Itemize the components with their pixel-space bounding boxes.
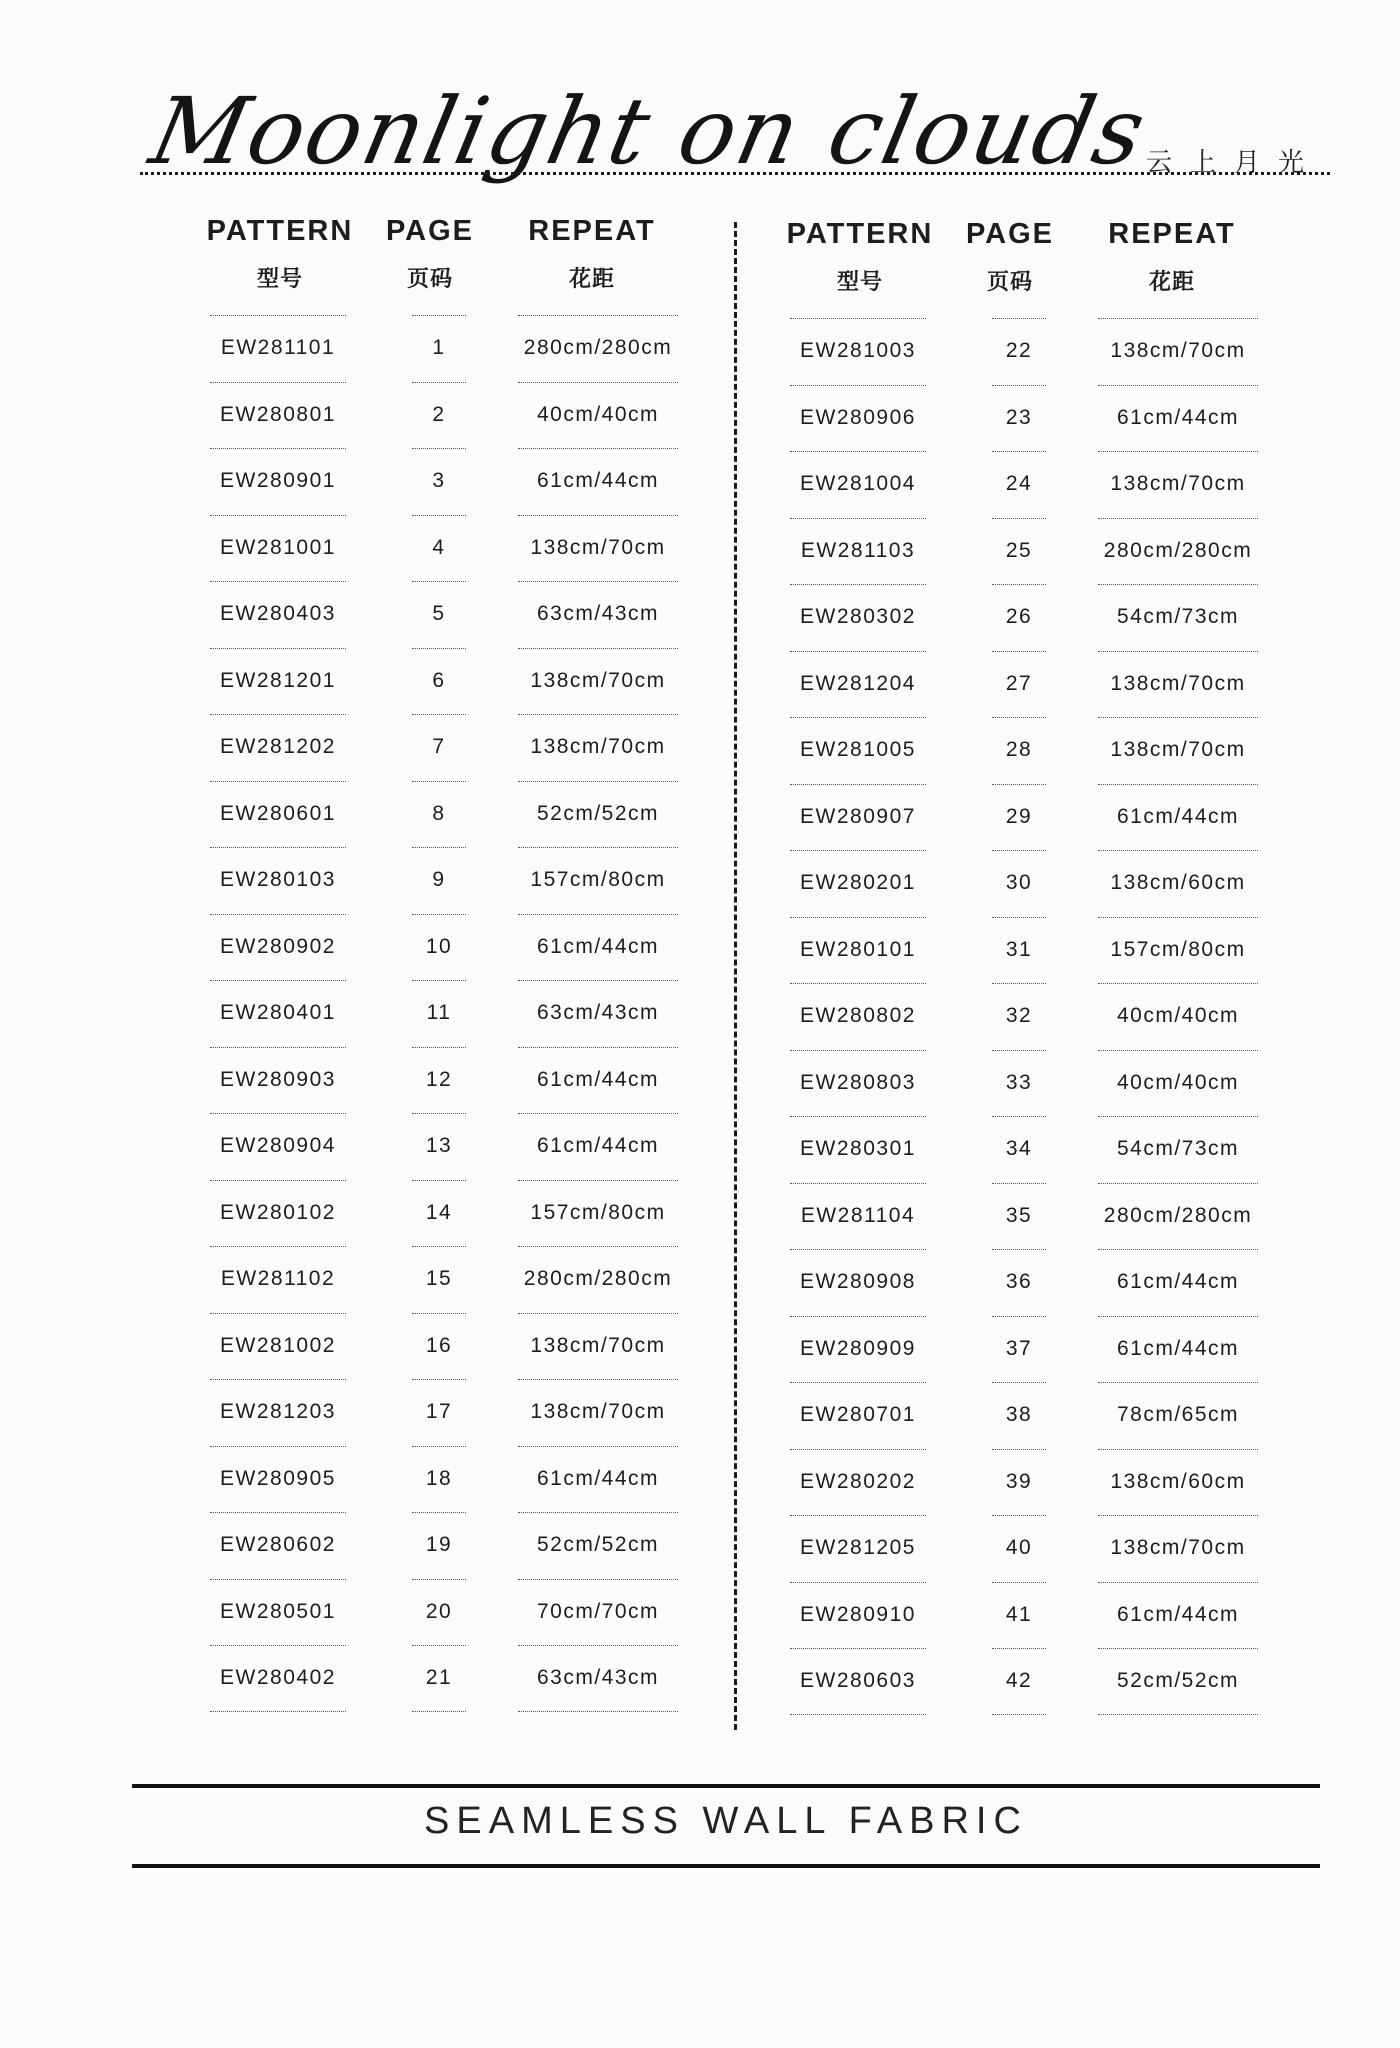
page-cell: 3 [412,448,466,515]
table-row [190,1113,730,1180]
table-row [770,1515,1310,1582]
pattern-cell: EW280202 [790,1449,926,1516]
repeat-cell: 61cm/44cm [518,1047,678,1114]
pattern-cell: EW280103 [210,847,346,914]
page-cell: 38 [992,1382,1046,1449]
header-page [960,218,1060,296]
footer-rule-top [132,1784,1320,1788]
pattern-cell: EW280904 [210,1113,346,1180]
page-cell: 5 [412,581,466,648]
table-row [770,1050,1310,1117]
page-cell: 26 [992,584,1046,651]
pattern-cell: EW281204 [790,651,926,718]
page-cell: 8 [412,781,466,848]
repeat-cell: 138cm/70cm [518,515,678,582]
repeat-cell: 63cm/43cm [518,1645,678,1712]
pattern-cell: EW280603 [790,1648,926,1715]
page-cell: 16 [412,1313,466,1380]
table-row [190,781,730,848]
table-row [190,648,730,715]
page-cell: 40 [992,1515,1046,1582]
pattern-cell: EW280401 [210,980,346,1047]
table-row [190,1579,730,1646]
page-cell: 19 [412,1512,466,1579]
repeat-cell: 138cm/60cm [1098,1449,1258,1516]
header-repeat [502,215,682,293]
page-cell: 39 [992,1449,1046,1516]
page-cell: 30 [992,850,1046,917]
table-row [190,980,730,1047]
pattern-cell: EW280602 [210,1512,346,1579]
repeat-cell: 280cm/280cm [518,315,678,382]
page-cell: 13 [412,1113,466,1180]
table-row [190,1446,730,1513]
header-repeat-cn: 花距 [568,266,615,291]
table-row [190,581,730,648]
header-pattern [190,215,370,293]
title-dotted-rule [140,172,1330,175]
page-cell: 20 [412,1579,466,1646]
pattern-cell: EW280908 [790,1249,926,1316]
header-repeat-cn: 花距 [1148,269,1195,294]
repeat-cell: 63cm/43cm [518,980,678,1047]
repeat-cell: 157cm/80cm [518,1180,678,1247]
repeat-cell: 138cm/70cm [1098,1515,1258,1582]
pattern-cell: EW280907 [790,784,926,851]
page-cell: 34 [992,1116,1046,1183]
page-cell: 18 [412,1446,466,1513]
repeat-cell: 138cm/70cm [518,1313,678,1380]
page-cell: 42 [992,1648,1046,1715]
header-page-cn: 页码 [986,269,1033,294]
header-pattern-cn: 型号 [836,269,883,294]
page-cell: 31 [992,917,1046,984]
table-row [770,584,1310,651]
table-row [770,651,1310,718]
repeat-cell: 54cm/73cm [1098,1116,1258,1183]
table-row [770,385,1310,452]
pattern-cell: EW280910 [790,1582,926,1649]
page-cell: 23 [992,385,1046,452]
pattern-cell: EW281004 [790,451,926,518]
repeat-cell: 40cm/40cm [518,382,678,449]
repeat-cell: 138cm/70cm [1098,651,1258,718]
pattern-cell: EW281005 [790,717,926,784]
repeat-cell: 61cm/44cm [1098,784,1258,851]
table-row [770,1116,1310,1183]
repeat-cell: 138cm/70cm [1098,717,1258,784]
header-page-en: PAGE [965,218,1055,250]
page-cell: 21 [412,1645,466,1712]
page-cell: 15 [412,1246,466,1313]
page-cell: 9 [412,847,466,914]
repeat-cell: 61cm/44cm [518,914,678,981]
header-repeat-en: REPEAT [528,215,656,247]
pattern-cell: EW280901 [210,448,346,515]
table-row [770,1449,1310,1516]
repeat-cell: 78cm/65cm [1098,1382,1258,1449]
page-cell: 4 [412,515,466,582]
repeat-cell: 138cm/70cm [1098,451,1258,518]
table-row [770,1382,1310,1449]
pattern-cell: EW280801 [210,382,346,449]
table-row [770,850,1310,917]
pattern-cell: EW280601 [210,781,346,848]
repeat-cell: 157cm/80cm [518,847,678,914]
page-cell: 35 [992,1183,1046,1250]
repeat-cell: 280cm/280cm [1098,1183,1258,1250]
header-pattern-en: PATTERN [786,218,934,250]
table-row [770,451,1310,518]
pattern-cell: EW281001 [210,515,346,582]
page-cell: 12 [412,1047,466,1114]
repeat-cell: 157cm/80cm [1098,917,1258,984]
repeat-cell: 52cm/52cm [518,1512,678,1579]
table-row [770,1582,1310,1649]
repeat-cell: 138cm/70cm [518,1379,678,1446]
repeat-cell: 40cm/40cm [1098,1050,1258,1117]
header-page [380,215,480,293]
table-row [190,1047,730,1114]
pattern-cell: EW281002 [210,1313,346,1380]
page-cell: 6 [412,648,466,715]
table-row [190,914,730,981]
pattern-cell: EW280909 [790,1316,926,1383]
pattern-cell: EW280402 [210,1645,346,1712]
pattern-cell: EW280906 [790,385,926,452]
page-cell: 37 [992,1316,1046,1383]
script-title: Moonlight on clouds [142,78,1156,185]
repeat-cell: 40cm/40cm [1098,983,1258,1050]
pattern-cell: EW280803 [790,1050,926,1117]
repeat-cell: 61cm/44cm [1098,1316,1258,1383]
page-cell: 14 [412,1180,466,1247]
table-row [190,1313,730,1380]
rows-left [190,315,730,1712]
chinese-title: 云上月光 [1146,148,1323,178]
pattern-cell: EW281201 [210,648,346,715]
header-repeat [1082,218,1262,296]
page-cell: 7 [412,714,466,781]
repeat-cell: 70cm/70cm [518,1579,678,1646]
page-cell: 36 [992,1249,1046,1316]
table-row [190,448,730,515]
page-cell: 24 [992,451,1046,518]
table-row [770,1249,1310,1316]
repeat-cell: 52cm/52cm [518,781,678,848]
page-cell: 11 [412,980,466,1047]
header-pattern-cn: 型号 [256,266,303,291]
repeat-cell: 63cm/43cm [518,581,678,648]
repeat-cell: 61cm/44cm [518,1446,678,1513]
table-row [770,1183,1310,1250]
repeat-cell: 54cm/73cm [1098,584,1258,651]
repeat-cell: 138cm/70cm [518,714,678,781]
page-cell: 32 [992,983,1046,1050]
table-row [190,515,730,582]
table-row [190,714,730,781]
pattern-cell: EW281205 [790,1515,926,1582]
table-row [770,784,1310,851]
column-divider [734,222,737,1730]
repeat-cell: 280cm/280cm [1098,518,1258,585]
pattern-cell: EW280201 [790,850,926,917]
table-row [770,518,1310,585]
header-page-cn: 页码 [406,266,453,291]
table-row [190,1246,730,1313]
repeat-cell: 61cm/44cm [1098,1249,1258,1316]
page-cell: 22 [992,318,1046,385]
page-cell: 29 [992,784,1046,851]
page-cell: 17 [412,1379,466,1446]
table-row [190,1379,730,1446]
page-cell: 33 [992,1050,1046,1117]
pattern-cell: EW281101 [210,315,346,382]
pattern-cell: EW280701 [790,1382,926,1449]
page-cell: 25 [992,518,1046,585]
repeat-cell: 138cm/60cm [1098,850,1258,917]
table-row [770,717,1310,784]
repeat-cell: 61cm/44cm [1098,385,1258,452]
table-row [770,1316,1310,1383]
repeat-cell: 61cm/44cm [1098,1582,1258,1649]
page-cell: 28 [992,717,1046,784]
footer-label: SEAMLESS WALL FABRIC [424,1800,1028,1842]
pattern-cell: EW280903 [210,1047,346,1114]
pattern-cell: EW280905 [210,1446,346,1513]
repeat-cell: 138cm/70cm [1098,318,1258,385]
table-row [190,1512,730,1579]
page-cell: 10 [412,914,466,981]
pattern-cell: EW280501 [210,1579,346,1646]
pattern-cell: EW281203 [210,1379,346,1446]
header-repeat-en: REPEAT [1108,218,1236,250]
pattern-cell: EW281202 [210,714,346,781]
repeat-cell: 280cm/280cm [518,1246,678,1313]
pattern-cell: EW280902 [210,914,346,981]
header-page-en: PAGE [385,215,475,247]
pattern-cell: EW281003 [790,318,926,385]
pattern-cell: EW281102 [210,1246,346,1313]
header-pattern-en: PATTERN [206,215,354,247]
pattern-cell: EW280302 [790,584,926,651]
table-row [190,847,730,914]
header-pattern [770,218,950,296]
page-cell: 41 [992,1582,1046,1649]
page-cell: 1 [412,315,466,382]
table-row [190,1645,730,1712]
pattern-cell: EW280101 [790,917,926,984]
table-row [190,382,730,449]
repeat-cell: 61cm/44cm [518,1113,678,1180]
table-row [770,983,1310,1050]
page-cell: 27 [992,651,1046,718]
pattern-cell: EW281104 [790,1183,926,1250]
page-cell: 2 [412,382,466,449]
table-row [190,315,730,382]
table-row [770,917,1310,984]
pattern-cell: EW281103 [790,518,926,585]
pattern-cell: EW280802 [790,983,926,1050]
pattern-cell: EW280403 [210,581,346,648]
pattern-cell: EW280301 [790,1116,926,1183]
repeat-cell: 52cm/52cm [1098,1648,1258,1715]
table-row [770,1648,1310,1715]
footer-rule-bottom [132,1864,1320,1868]
table-row [190,1180,730,1247]
table-row [770,318,1310,385]
repeat-cell: 138cm/70cm [518,648,678,715]
rows-right [770,318,1310,1715]
pattern-cell: EW280102 [210,1180,346,1247]
repeat-cell: 61cm/44cm [518,448,678,515]
